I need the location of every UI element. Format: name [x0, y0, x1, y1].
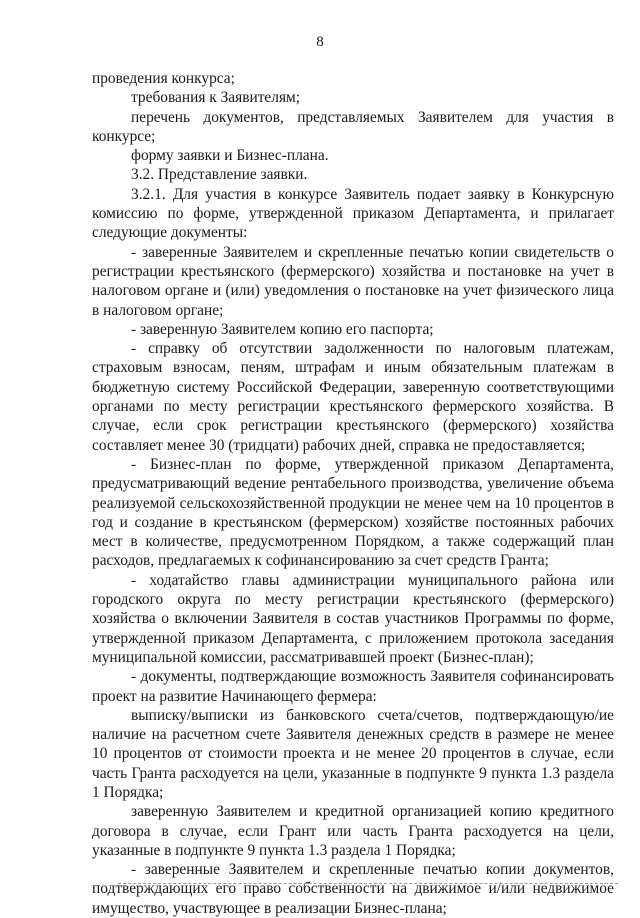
page-number: 8	[316, 34, 324, 50]
list-item: - заверенные Заявителем и скрепленные печатью копии свидетельств о регистрации крестьянского (фермерского) хозяйства и постановке на учет в налоговом органе и (или) уведомления о постановке на учет физического лица в налоговом органе;	[92, 243, 614, 319]
paragraph: проведения конкурса;	[92, 70, 235, 87]
bottom-divider	[118, 883, 618, 884]
list-item: заверенную Заявителем и кредитной организацией копию кредитного договора в случае, если Грант или часть Гранта расходуется на цели, указанные в подпункте 9 пункта 1.3 раздела 1 Порядка;	[92, 803, 614, 859]
paragraph: перечень документов, представляемых Заявителем для участия в конкурсе;	[92, 108, 614, 145]
list-item: - документы, подтверждающие возможность Заявителя софинансировать проект на развитие Начинающего фермера:	[92, 668, 614, 705]
section-heading: 3.2. Представление заявки.	[131, 166, 308, 184]
list-item: - заверенную Заявителем копию его паспорта;	[131, 320, 434, 338]
paragraph: форму заявки и Бизнес-плана.	[131, 147, 329, 165]
list-item: - ходатайство главы администрации муниципального района или городского округа по месту регистрации крестьянского (фермерского) хозяйства о включении Заявителя в состав участников Программы по форме, утвержденной приказом Департамента, с приложением протокола заседания муниципальной комиссии, рассматривавшей проект (Бизнес-план);	[92, 571, 614, 666]
paragraph: требования к Заявителям;	[131, 89, 301, 107]
list-item: выписку/выписки из банковского счета/счетов, подтверждающую/ие наличие на расчетном счете Заявителя денежных средств в размере не менее 10 процентов от стоимости проекта и не менее 20 процентов в случае, если часть Гранта расходуется на цели, указанные в подпункте 9 пункта 1.3 раздела 1 Порядка;	[92, 706, 614, 801]
list-item: - справку об отсутствии задолженности по налоговым платежам, страховым взносам, пеням, штрафам и иным обязательным платежам в бюджетную систему Российской Федерации, заверенную соответствующими органами по месту регистрации крестьянского фермерского хозяйства. В случае, если срок регистрации крестьянского (фермерского) хозяйства составляет менее 30 (тридцати) рабочих дней, справка не предоставляется;	[92, 340, 614, 454]
list-item: - Бизнес-план по форме, утвержденной приказом Департамента, предусматривающий ведение рентабельного производства, увеличение объема реализуемой сельскохозяйственной продукции не менее чем на 10 процентов в год и создание в крестьянском (фермерском) хозяйстве постоянных рабочих мест в количестве, предусмотренном Порядком, а также содержащий план расходов, предлагаемых к софинансированию за счет средств Гранта;	[92, 455, 614, 570]
document-body	[92, 69, 614, 918]
paragraph: 3.2.1. Для участия в конкурсе Заявитель подает заявку в Конкурсную комиссию по форме, утвержденной приказом Департамента, и прилагает следующие документы:	[92, 185, 614, 242]
list-item: - заверенные Заявителем и скрепленные печатью копии документов, подтверждающих его право собственности на движимое и/или недвижимое имущество, участвующее в реализации Бизнес-плана;	[92, 861, 614, 917]
